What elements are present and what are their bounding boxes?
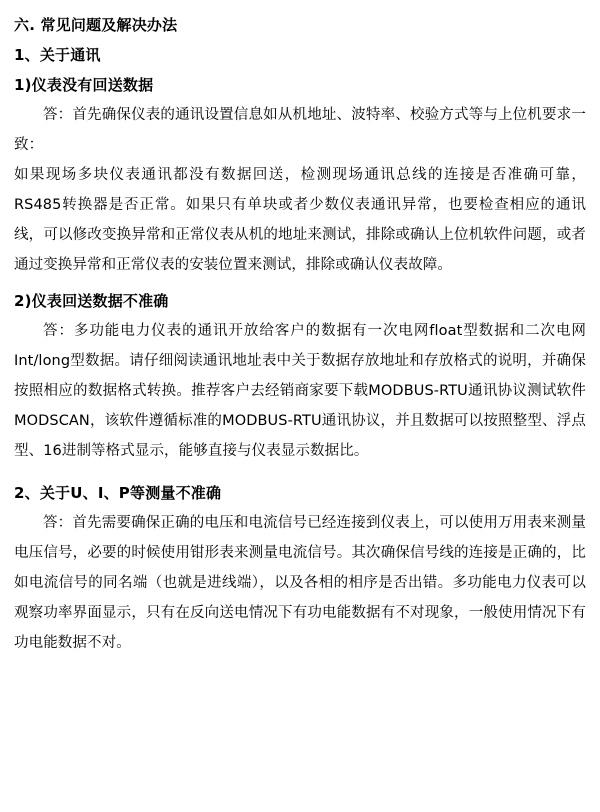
topic-2-heading: 2、关于U、I、P等测量不准确 <box>14 484 222 502</box>
question-1-answer-paragraph-1: 答：首先确保仪表的通讯设置信息如从机地址、波特率、校验方式等与上位机要求一致： <box>14 107 586 153</box>
question-1-answer-paragraph-2: 如果现场多块仪表通讯都没有数据回送，检测现场通讯总线的连接是否准确可靠，RS485转换器是否正常。如果只有单块或者少数仪表通讯异常，也要检查相应的通讯线，可以修改变换异常和正常仪表从机的地址来测试，排除或确认上位机软件问题，或者通过变换异常和正常仪表的安装位置来测试，排除或确认仪表故障。 <box>14 167 586 273</box>
question-2-answer-paragraph: 答：多功能电力仪表的通讯开放给客户的数据有一次电网float型数据和二次电网Int/long型数据。请仔细阅读通讯地址表中关于数据存放地址和存放格式的说明，并确保按照相应的数据格式转换。推荐客户去经销商家要下载MODBUS-RTU通讯协议测试软件MODSCAN，该软件遵循标准的MODBUS-RTU通讯协议，并且数据可以按照整型、浮点型、16进制等格式显示，能够直接与仪表显示数据比。 <box>14 323 586 459</box>
spacer <box>14 466 586 478</box>
section-heading: 六. 常见问题及解决办法 <box>14 16 178 34</box>
topic-1-heading: 1、关于通讯 <box>14 46 101 64</box>
topic-2-answer-paragraph: 答：首先需要确保正确的电压和电流信号已经连接到仪表上，可以使用万用表来测量电压信号，必要的时候使用钳形表来测量电流信号。其次确保信号线的连接是正确的，比如电流信号的同名端（也就是进线端），以及各相的相序是否出错。多功能电力仪表可以观察功率界面显示，只有在反向送电情况下有功电能数据有不对现象，一般使用情况下有功电能数据不对。 <box>14 515 586 651</box>
question-1-heading: 1)仪表没有回送数据 <box>14 76 154 94</box>
question-2-heading: 2)仪表回送数据不准确 <box>14 292 169 310</box>
